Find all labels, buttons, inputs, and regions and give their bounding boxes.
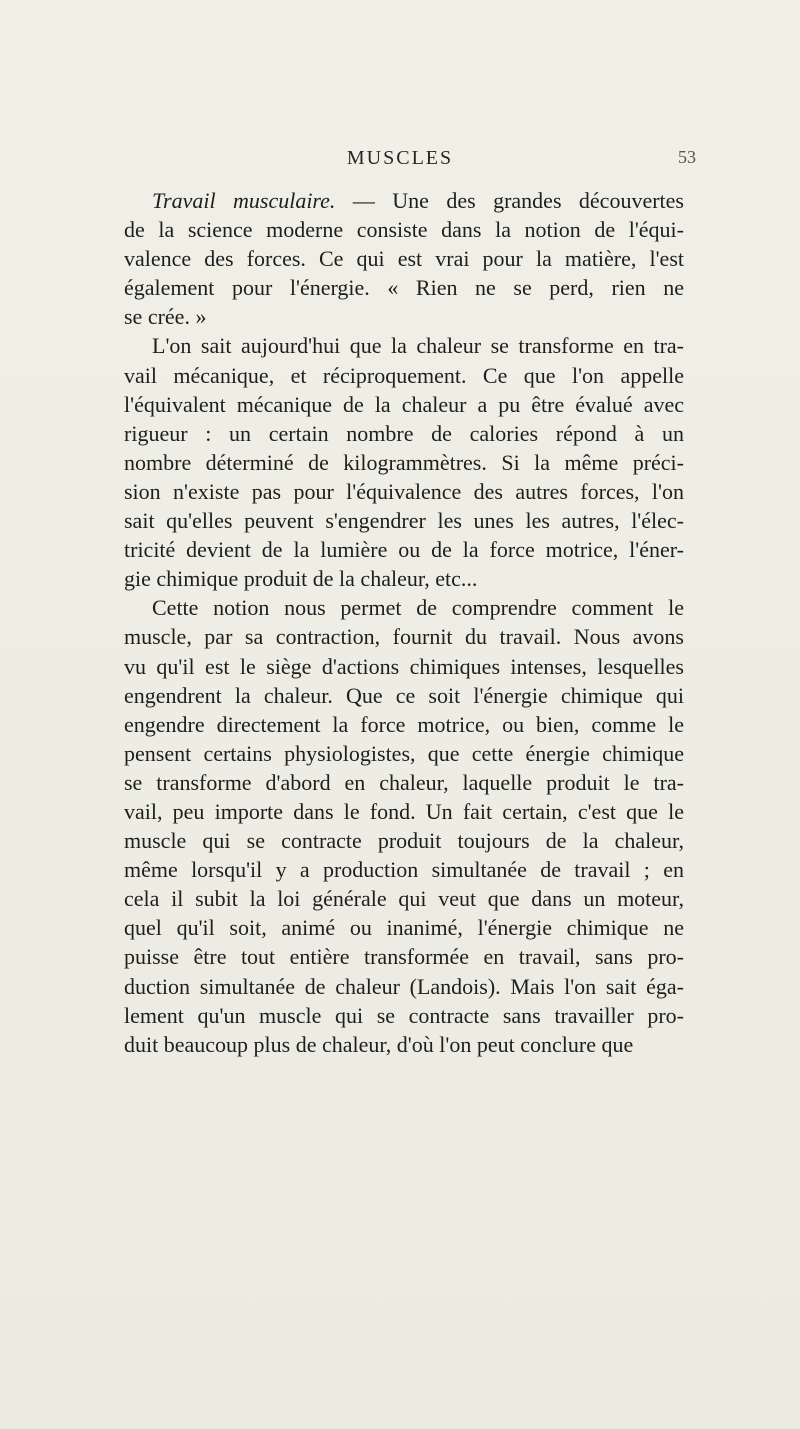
text-line: vu qu'il est le siège d'actions chimiques intenses, lesquelles [124, 653, 684, 679]
text-line: lement qu'un muscle qui se contracte sans travailler pro- [124, 1002, 684, 1028]
text-line: également pour l'énergie. « Rien ne se perd, rien ne [124, 275, 684, 301]
text-line: gie chimique produit de la chaleur, etc... [124, 566, 478, 592]
text-line: vail mécanique, et réciproquement. Ce que l'on appelle [124, 362, 684, 388]
body-text [124, 186, 684, 1059]
text-line: Cette notion nous permet de comprendre comment le [152, 595, 684, 621]
text-line: même lorsqu'il y a production simultanée de travail ; en [124, 857, 684, 883]
text-line: nombre déterminé de kilogrammètres. Si la même préci- [124, 449, 684, 475]
text-line: duit beaucoup plus de chaleur, d'où l'on peut conclure que [124, 1031, 634, 1057]
text-line: tricité devient de la lumière ou de la force motrice, l'éner- [124, 537, 684, 563]
text-line: de la science moderne consiste dans la notion de l'équi- [124, 217, 684, 243]
text-line: muscle qui se contracte produit toujours de la chaleur, [124, 828, 684, 854]
text-line: cela il subit la loi générale qui veut que dans un moteur, [124, 886, 684, 912]
text-line: se crée. » [124, 304, 207, 330]
page-number: 53 [678, 147, 696, 167]
text-line: engendre directement la force motrice, ou bien, comme le [124, 711, 684, 737]
text-line: quel qu'il soit, animé ou inanimé, l'énergie chimique ne [124, 915, 684, 941]
text-line: L'on sait aujourd'hui que la chaleur se transforme en tra- [152, 333, 684, 359]
text-line: sion n'existe pas pour l'équivalence des autres forces, l'on [124, 478, 684, 504]
text-line: engendrent la chaleur. Que ce soit l'énergie chimique qui [124, 682, 684, 708]
text-line: vail, peu importe dans le fond. Un fait certain, c'est que le [124, 798, 684, 824]
section-title: Travail musculaire. [152, 188, 336, 213]
text-line-content: — Une des grandes découvertes [335, 188, 684, 213]
running-head [0, 147, 800, 175]
running-title: MUSCLES [346, 147, 454, 169]
text-line: l'équivalent mécanique de la chaleur a pu être évalué avec [124, 391, 684, 417]
text-line: se transforme d'abord en chaleur, laquelle produit le tra- [124, 769, 684, 795]
text-line: sait qu'elles peuvent s'engendrer les unes les autres, l'élec- [124, 508, 684, 534]
text-line: rigueur : un certain nombre de calories répond à un [124, 420, 684, 446]
text-line: puisse être tout entière transformée en travail, sans pro- [124, 944, 684, 970]
text-line: valence des forces. Ce qui est vrai pour la matière, l'est [124, 246, 684, 272]
text-line: duction simultanée de chaleur (Landois). Mais l'on sait éga- [124, 973, 684, 999]
text-line: pensent certains physiologistes, que cette énergie chimique [124, 740, 684, 766]
text-line: muscle, par sa contraction, fournit du travail. Nous avons [124, 624, 684, 650]
text-line [124, 186, 684, 215]
